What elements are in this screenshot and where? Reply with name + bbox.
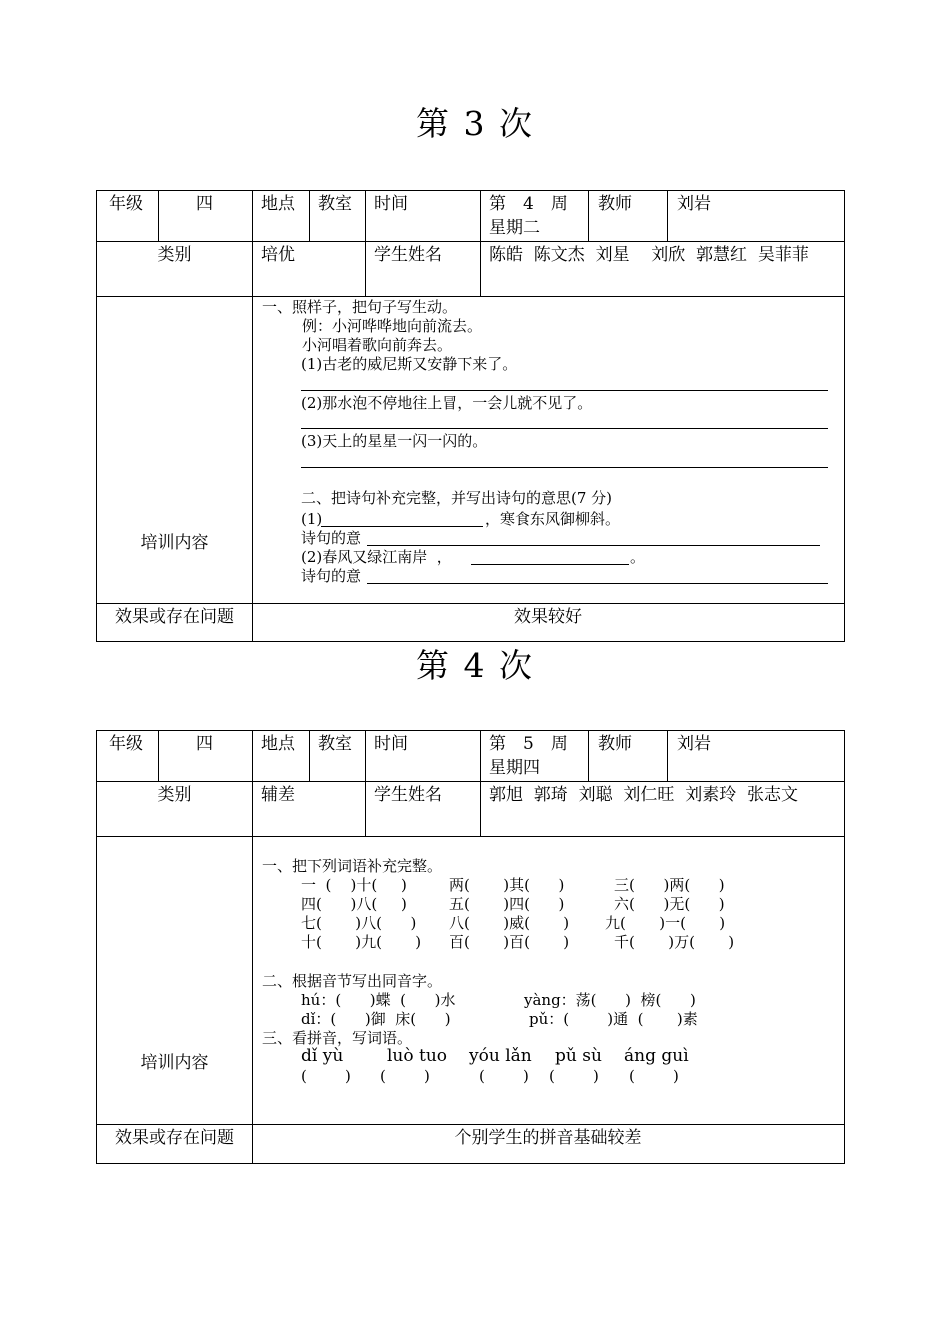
- col-divider: [252, 731, 253, 1163]
- pinyin-item: yóu lǎn: [469, 1046, 532, 1066]
- row-divider: [97, 781, 844, 782]
- category-label: 类别: [157, 245, 192, 265]
- effect-label: 效果或存在问题: [115, 607, 234, 627]
- content-line: (2)春风又绿江南岸 ，: [301, 548, 452, 566]
- col-divider: [365, 191, 366, 296]
- col-divider: [309, 731, 310, 781]
- answer-line: [301, 428, 828, 429]
- row-divider: [97, 603, 844, 604]
- content-line: 一、照样子，把句子写生动。: [262, 298, 458, 316]
- time-day: 星期四: [489, 758, 540, 778]
- content-line: 二、根据音节写出同音字。: [262, 972, 443, 990]
- col-divider: [480, 191, 481, 296]
- answer-blank: ( ): [629, 1067, 679, 1085]
- col-divider: [480, 731, 481, 836]
- answer-line: [301, 390, 828, 391]
- row-divider: [97, 836, 844, 837]
- category-label: 类别: [157, 785, 192, 805]
- grade-value: 四: [196, 194, 213, 214]
- col-divider: [667, 191, 668, 241]
- content-line: dǐ：( )御 床( ): [301, 1010, 451, 1028]
- content-line: 七( )八( ): [301, 914, 417, 932]
- content-line: 两( )其( ): [449, 876, 565, 894]
- content-line: pǔ：( )通 ( )素: [529, 1010, 698, 1028]
- answer-line: [367, 583, 828, 584]
- grade-label: 年级: [109, 194, 143, 214]
- answer-blank: ( ): [549, 1067, 599, 1085]
- pinyin-item: áng guì: [624, 1046, 689, 1066]
- training-record-table: [96, 190, 845, 642]
- content-line: (3)天上的星星一闪一闪的。: [301, 432, 488, 450]
- teacher-value: 刘岩: [677, 194, 711, 214]
- time-label: 时间: [374, 734, 408, 754]
- content-label: 培训内容: [140, 1053, 209, 1073]
- teacher-label: 教师: [598, 734, 632, 754]
- fill-blank-line: [321, 526, 483, 527]
- content-line: ，寒食东风御柳斜。: [485, 510, 621, 528]
- content-line: 小河唱着歌向前奔去。: [302, 336, 453, 354]
- answer-line: [301, 467, 828, 468]
- content-line: 三、看拼音，写词语。: [262, 1029, 413, 1047]
- content-line: 九( )一( ): [605, 914, 726, 932]
- time-week: 第 4 周: [489, 194, 568, 214]
- content-label: 培训内容: [140, 533, 209, 553]
- students-label: 学生姓名: [374, 245, 442, 265]
- session-title: 第 4 次: [416, 646, 534, 685]
- content-line: 十( )九( ): [301, 933, 422, 951]
- content-line: 四( )八( ): [301, 895, 407, 913]
- time-day: 星期二: [489, 218, 540, 238]
- content-line: 例：小河哗哗地向前流去。: [302, 317, 483, 335]
- col-divider: [588, 731, 589, 781]
- place-value: 教室: [318, 194, 352, 214]
- content-line: 六( )无( ): [614, 895, 725, 913]
- session-title: 第 3 次: [416, 104, 534, 143]
- time-week: 第 5 周: [489, 734, 568, 754]
- effect-label: 效果或存在问题: [115, 1128, 234, 1148]
- students-value: 陈皓 陈文杰 刘星 刘欣 郭慧红 吴菲菲: [489, 245, 809, 265]
- effect-value: 效果较好: [514, 607, 582, 627]
- content-line: 五( )四( ): [449, 895, 565, 913]
- col-divider: [158, 191, 159, 241]
- content-line: 八( )威( ): [449, 914, 570, 932]
- content-line: 三( )两( ): [614, 876, 725, 894]
- content-line: yàng：荡( ) 榜( ): [524, 991, 696, 1009]
- effect-value: 个别学生的拼音基础较差: [454, 1128, 642, 1148]
- content-line: 一、把下列词语补充完整。: [262, 857, 443, 875]
- content-line: 二、把诗句补充完整，并写出诗句的意思(7 分): [301, 489, 613, 507]
- col-divider: [588, 191, 589, 241]
- fill-blank-line: [471, 564, 629, 565]
- place-label: 地点: [261, 734, 295, 754]
- answer-blank: ( ): [479, 1067, 529, 1085]
- content-line: (1)古老的威尼斯又安静下来了。: [301, 355, 518, 373]
- answer-line: [367, 545, 820, 546]
- content-line: 千( )万( ): [614, 933, 735, 951]
- col-divider: [158, 731, 159, 781]
- row-divider: [97, 241, 844, 242]
- answer-blank: ( ): [301, 1067, 351, 1085]
- place-value: 教室: [318, 734, 352, 754]
- students-value: 郭旭 郭琦 刘聪 刘仁旺 刘素玲 张志文: [489, 785, 799, 805]
- content-line: 。: [630, 548, 646, 566]
- time-label: 时间: [374, 194, 408, 214]
- teacher-value: 刘岩: [677, 734, 711, 754]
- row-divider: [97, 1124, 844, 1125]
- students-label: 学生姓名: [374, 785, 442, 805]
- category-value: 辅差: [261, 785, 295, 805]
- content-line: (2)那水泡不停地往上冒，一会儿就不见了。: [301, 394, 593, 412]
- content-line: 诗句的意: [301, 567, 362, 585]
- row-divider: [97, 296, 844, 297]
- grade-value: 四: [196, 734, 213, 754]
- pinyin-item: dǐ yù: [301, 1046, 344, 1066]
- answer-blank: ( ): [380, 1067, 430, 1085]
- content-line: 诗句的意: [301, 529, 362, 547]
- pinyin-item: pǔ sù: [555, 1046, 602, 1066]
- category-value: 培优: [261, 245, 295, 265]
- grade-label: 年级: [109, 734, 143, 754]
- col-divider: [667, 731, 668, 781]
- content-line: 百( )百( ): [449, 933, 570, 951]
- teacher-label: 教师: [598, 194, 632, 214]
- content-line: (1): [301, 510, 323, 528]
- training-record-table: [96, 730, 845, 1164]
- col-divider: [365, 731, 366, 836]
- content-line: hú：( )蝶 ( )水: [301, 991, 456, 1009]
- col-divider: [252, 191, 253, 641]
- place-label: 地点: [261, 194, 295, 214]
- col-divider: [309, 191, 310, 241]
- pinyin-item: luò tuo: [387, 1046, 448, 1066]
- content-line: 一 ( )十( ): [301, 876, 407, 894]
